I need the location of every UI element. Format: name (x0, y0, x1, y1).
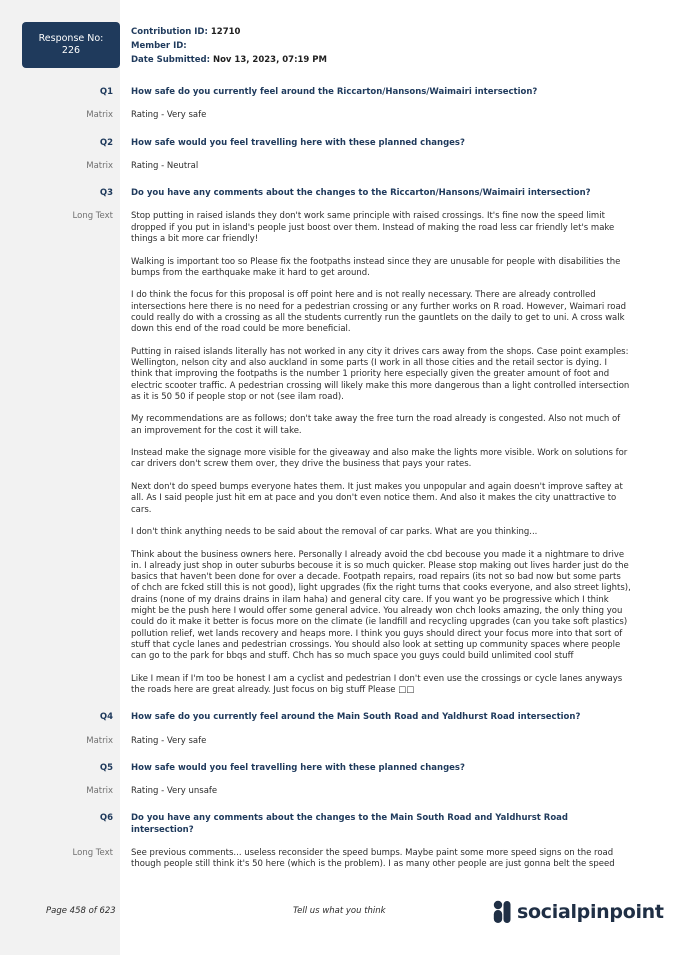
answer-row (0, 848, 675, 871)
answer-paragraph: See previous comments... useless reconsider the speed bumps. Maybe paint some more speed signs on the road though people still think it's 50 here (which is the problem). I as many other people are just gonna belt the speed (131, 848, 615, 870)
answer-paragraph: Rating - Very safe (131, 110, 207, 121)
question-text: Do you have any comments about the changes to the Main South Road and Yaldhurst Road intersection? (131, 813, 568, 835)
answer-paragraph: Like I mean if I'm too be honest I am a cyclist and pedestrian I don't even use the crossings or cycle lanes anyways the roads here are great already. Just focus on big stuff Please □□ (131, 673, 623, 695)
page-number: Page 458 of 623 (46, 906, 116, 916)
answer-type: Long Text (72, 211, 113, 222)
response-badge (22, 22, 120, 68)
answer-text (131, 736, 631, 747)
question-row (0, 138, 675, 149)
question-text: How safe do you currently feel around the Main South Road and Yaldhurst Road intersection? (131, 712, 581, 723)
date-submitted-value: Nov 13, 2023, 07:19 PM (212, 55, 327, 65)
answer-text (131, 786, 631, 797)
question-row (0, 188, 675, 199)
question-number: Q3 (99, 188, 113, 199)
pinpoint-icon (492, 900, 512, 924)
answer-paragraph: Walking is important too so Please fix the footpaths instead since they are unusable for people with disabilities the bumps from the earthquake make it hard to get around. (131, 256, 621, 278)
answer-paragraph: Stop putting in raised islands they don't work same principle with raised crossings. It's fine now the speed limit dropped if you put in island's people just boost over them. Instead of making the road less car friendly let's make things a bit more car friendly! (131, 211, 615, 245)
answer-paragraph: Instead make the signage more visible for the giveaway and also make the lights more visible. Work on solutions for car drivers don't screw them over, they drive the business that pays your rates. (131, 448, 628, 470)
contribution-id-line (131, 25, 327, 39)
answer-row (0, 110, 675, 121)
question-row (0, 763, 675, 774)
answer-paragraph: Putting in raised islands literally has not worked in any city it drives cars away from the shops. Case point examples: Wellington, nelson city and also auckland in some parts (I work in all those cities and the retail sector is dying. I think that improving the footpaths is the number 1 priority here especially given the greater amount of foot and electric scooter traffic. A pedestrian crossing will likely make this more dangerous than a light controlled intersection as it is 50 50 if people stop or not (see ilam road). (131, 346, 630, 402)
footer-tagline: Tell us what you think (293, 906, 386, 916)
answer-row (0, 211, 675, 696)
answer-paragraph: I don't think anything needs to be said about the removal of car parks. What are you thinking... (131, 527, 538, 538)
brand-name: socialpinpoint (517, 901, 664, 923)
question-row (0, 87, 675, 98)
member-id-label: Member ID: (131, 41, 187, 51)
answer-paragraph: Rating - Very unsafe (131, 786, 218, 797)
response-number: 226 (61, 45, 81, 56)
answer-row (0, 786, 675, 797)
question-text: Do you have any comments about the changes to the Riccarton/Hansons/Waimairi intersection? (131, 188, 591, 199)
page-footer (0, 900, 675, 924)
contribution-id-label: Contribution ID: (131, 27, 208, 37)
question-number: Q1 (99, 87, 113, 97)
submission-meta (131, 25, 327, 67)
response-label: Response No: (38, 33, 104, 44)
question-text: How safe do you currently feel around the Riccarton/Hansons/Waimairi intersection? (131, 87, 538, 97)
question-number: Q4 (99, 712, 113, 723)
answer-paragraph: Rating - Neutral (131, 160, 199, 171)
answer-text (131, 848, 631, 871)
answer-row (0, 161, 675, 172)
answer-type: Long Text (72, 848, 113, 859)
answer-paragraph: Rating - Very safe (131, 735, 207, 746)
answer-text (131, 110, 631, 121)
question-text: How safe would you feel travelling here with these planned changes? (131, 762, 465, 773)
question-number: Q5 (99, 762, 113, 773)
question-number: Q2 (99, 137, 113, 148)
question-text: How safe would you feel travelling here with these planned changes? (131, 137, 465, 148)
question-number: Q6 (99, 813, 113, 824)
answer-type: Matrix (86, 786, 113, 797)
questions-list (0, 87, 675, 887)
answer-type: Matrix (86, 735, 113, 746)
member-id-line (131, 39, 327, 53)
answer-text (131, 211, 631, 696)
answer-paragraph: Think about the business owners here. Personally I already avoid the cbd becouse you made it a nightmare to drive in. I already just shop in outer suburbs becouse it is so much quicker. Please stop making out lives harder just do the basics that haven't been done for over a decade. Footpath repairs, road repairs (its not so bad now but some parts of chch are fcked still this is not good), light upgrades (fix the right turns that cooks everyone, and also street lights), drains (none of my drains drains in ilam haha) and general city care. If you want yo be progressive which I think might be the push here I would offer some general advice. You already won chch looks amazing, the only thing you could do it make it better is focus more on the climate (ie landfill and recycling upgrades (can you take soft plastics) pollution relief, wet lands recovery and heaps more. I think you guys should direct your focus more into that sort of stuff that cycle lanes and pedestrian crossings. You should also look at setting up community spaces where people can go to the park for bbqs and stuff. Chch has so much space you guys could build unlimited cool stuff (131, 549, 631, 662)
question-row (0, 813, 675, 836)
answer-paragraph: Next don't do speed bumps everyone hates them. It just makes you unpopular and again doesn't improve saftey at all. As I said people just hit em at pace and you don't even notice them. And also it makes the city unattractive to cars. (131, 481, 623, 515)
question-row (0, 712, 675, 723)
date-submitted-line (131, 53, 327, 67)
answer-row (0, 736, 675, 747)
answer-paragraph: I do think the focus for this proposal is off point here and is not really necessary. There are already controlled intersections here there is no need for a pedestrian crossing or any further works on R road. However, Waimari road could really do with a crossing as all the students currently run the gauntlets on the daily to get to uni. A cross walk down this end of the road could be more beneficial. (131, 290, 627, 335)
answer-paragraph: My recommendations are as follows; don't take away the free turn the road already is congested. Also not much of an improvement for the cost it will take. (131, 414, 621, 436)
contribution-id-value: 12710 (210, 27, 241, 37)
answer-type: Matrix (86, 160, 113, 171)
answer-type: Matrix (86, 110, 113, 121)
date-submitted-label: Date Submitted: (131, 55, 210, 65)
answer-text (131, 161, 631, 172)
socialpinpoint-logo (492, 900, 664, 924)
